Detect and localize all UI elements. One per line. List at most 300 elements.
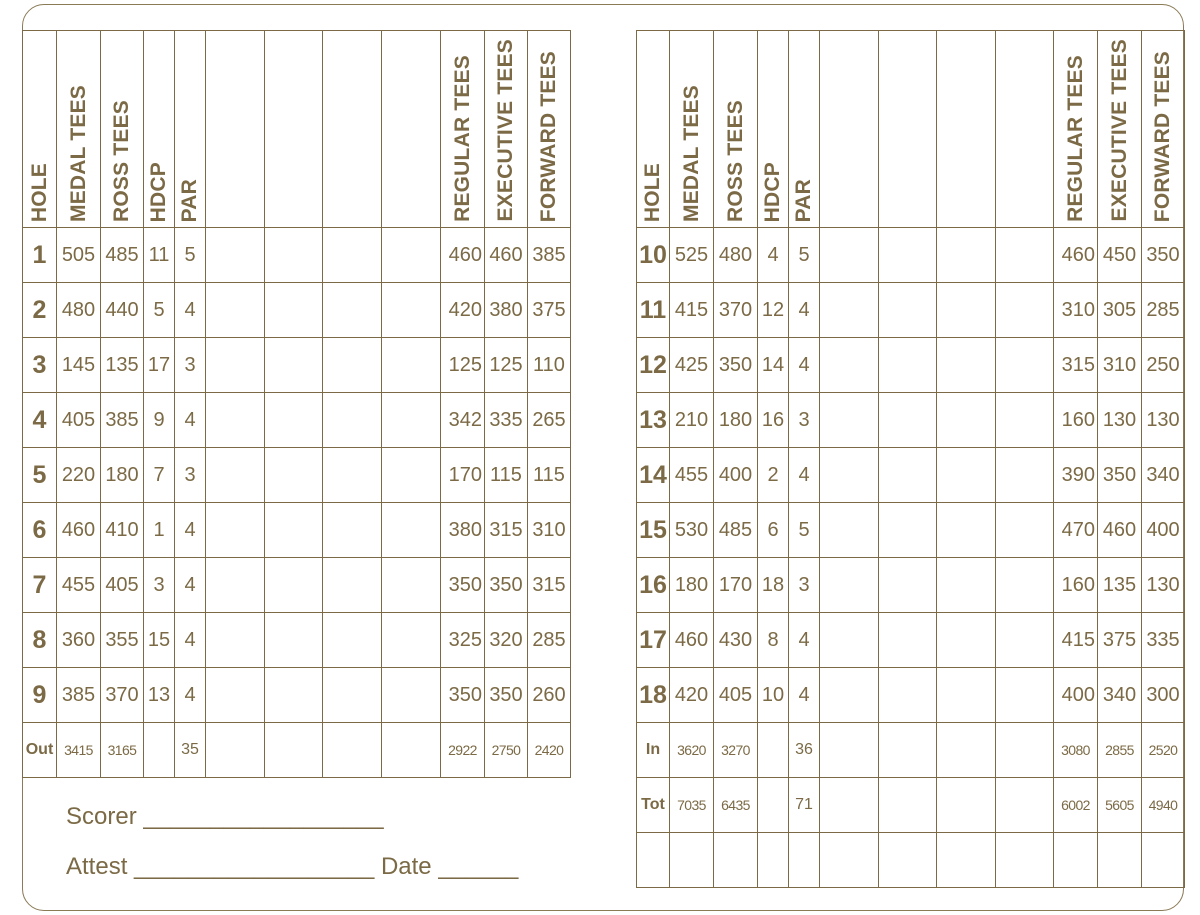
handicap: 10: [758, 668, 789, 723]
handicap: 18: [758, 558, 789, 613]
forward-yardage: 350: [1142, 228, 1185, 283]
forward-yardage: 2420: [528, 723, 571, 778]
executive-yardage: 310: [1098, 338, 1142, 393]
header-cell-regular: [441, 31, 485, 228]
hole-number: 8: [23, 613, 57, 668]
executive-yardage: 115: [485, 448, 528, 503]
blank-cell[interactable]: [789, 833, 820, 888]
ross-yardage: 485: [714, 503, 758, 558]
hole-number: 11: [637, 283, 670, 338]
header-label: MEDAL TEES: [679, 85, 703, 222]
par: 4: [175, 558, 206, 613]
header-cell-ross: [101, 31, 144, 228]
forward-yardage: 2520: [1142, 723, 1185, 778]
header-cell-hdcp: [144, 31, 175, 228]
score-cell[interactable]: [382, 393, 441, 448]
hole-row: [23, 613, 571, 668]
score-cell[interactable]: [937, 558, 996, 613]
score-cell[interactable]: [265, 283, 323, 338]
header-label: HDCP: [147, 161, 170, 222]
executive-yardage: 450: [1098, 228, 1142, 283]
score-cell[interactable]: [265, 613, 323, 668]
player-header-cell[interactable]: [937, 31, 996, 228]
score-cell[interactable]: [996, 778, 1054, 833]
executive-yardage: 375: [1098, 613, 1142, 668]
score-cell[interactable]: [206, 228, 265, 283]
hole-row: [23, 448, 571, 503]
hole-row: [637, 228, 1185, 283]
handicap: 3: [144, 558, 175, 613]
par: 4: [789, 448, 820, 503]
header-label: FORWARD TEES: [537, 50, 560, 222]
score-cell[interactable]: [820, 393, 879, 448]
regular-yardage: 160: [1054, 558, 1098, 613]
medal-yardage: 460: [670, 613, 714, 668]
medal-yardage: 405: [57, 393, 101, 448]
hole-row: [637, 558, 1185, 613]
score-cell[interactable]: [937, 338, 996, 393]
ross-yardage: 355: [101, 613, 144, 668]
score-cell[interactable]: [996, 503, 1054, 558]
handicap: [144, 723, 175, 778]
handicap: 13: [144, 668, 175, 723]
medal-yardage: 505: [57, 228, 101, 283]
blank-cell[interactable]: [1142, 833, 1185, 888]
total-row: [23, 723, 571, 778]
executive-yardage: 320: [485, 613, 528, 668]
executive-yardage: 135: [1098, 558, 1142, 613]
header-cell-par: [175, 31, 206, 228]
score-cell[interactable]: [206, 393, 265, 448]
hole-number: 16: [637, 558, 670, 613]
par: 4: [175, 393, 206, 448]
regular-yardage: 460: [1054, 228, 1098, 283]
executive-yardage: 460: [485, 228, 528, 283]
header-cell-executive: [485, 31, 528, 228]
score-cell[interactable]: [206, 338, 265, 393]
score-cell[interactable]: [382, 668, 441, 723]
hole-number: 7: [23, 558, 57, 613]
ross-yardage: 135: [101, 338, 144, 393]
medal-yardage: 360: [57, 613, 101, 668]
handicap: 16: [758, 393, 789, 448]
medal-yardage: 7035: [670, 778, 714, 833]
header-cell-medal: [670, 31, 714, 228]
total-row: [637, 723, 1185, 778]
medal-yardage: 220: [57, 448, 101, 503]
hole-row: [637, 613, 1185, 668]
medal-yardage: 3415: [57, 723, 101, 778]
score-cell[interactable]: [820, 503, 879, 558]
score-cell[interactable]: [382, 613, 441, 668]
ross-yardage: 3270: [714, 723, 758, 778]
score-cell[interactable]: [206, 668, 265, 723]
score-cell[interactable]: [323, 613, 382, 668]
score-cell[interactable]: [323, 393, 382, 448]
header-label: HOLE: [27, 162, 51, 222]
header-label: HOLE: [641, 162, 664, 222]
medal-yardage: 455: [670, 448, 714, 503]
blank-cell[interactable]: [1054, 833, 1098, 888]
score-cell[interactable]: [323, 503, 382, 558]
handicap: 12: [758, 283, 789, 338]
medal-yardage: 460: [57, 503, 101, 558]
hole-number: 9: [23, 668, 57, 723]
player-header-cell[interactable]: [382, 31, 441, 228]
score-cell[interactable]: [265, 338, 323, 393]
score-cell[interactable]: [996, 558, 1054, 613]
executive-yardage: 5605: [1098, 778, 1142, 833]
hole-number: 10: [637, 228, 670, 283]
regular-yardage: 460: [441, 228, 485, 283]
handicap: [758, 723, 789, 778]
score-cell[interactable]: [206, 283, 265, 338]
hole-row: [637, 283, 1185, 338]
par: 4: [789, 338, 820, 393]
score-cell[interactable]: [265, 723, 323, 778]
handicap: [758, 778, 789, 833]
score-cell[interactable]: [323, 448, 382, 503]
blank-cell[interactable]: [758, 833, 789, 888]
blank-cell[interactable]: [879, 833, 937, 888]
executive-yardage: 305: [1098, 283, 1142, 338]
blank-cell[interactable]: [637, 833, 670, 888]
medal-yardage: 525: [670, 228, 714, 283]
par: 5: [789, 228, 820, 283]
ross-yardage: 485: [101, 228, 144, 283]
header-row: [637, 31, 1185, 228]
par: 4: [789, 668, 820, 723]
forward-yardage: 4940: [1142, 778, 1185, 833]
forward-yardage: 130: [1142, 558, 1185, 613]
blank-cell[interactable]: [996, 833, 1054, 888]
medal-yardage: 385: [57, 668, 101, 723]
score-cell[interactable]: [937, 613, 996, 668]
score-cell[interactable]: [820, 448, 879, 503]
player-header-cell[interactable]: [265, 31, 323, 228]
executive-yardage: 340: [1098, 668, 1142, 723]
executive-yardage: 125: [485, 338, 528, 393]
handicap: 11: [144, 228, 175, 283]
score-cell[interactable]: [206, 503, 265, 558]
score-cell[interactable]: [820, 668, 879, 723]
regular-yardage: 470: [1054, 503, 1098, 558]
executive-yardage: 130: [1098, 393, 1142, 448]
score-cell[interactable]: [382, 228, 441, 283]
par: 71: [789, 778, 820, 833]
ross-yardage: 180: [101, 448, 144, 503]
medal-yardage: 180: [670, 558, 714, 613]
forward-yardage: 340: [1142, 448, 1185, 503]
par: 4: [175, 503, 206, 558]
hole-number: 2: [23, 283, 57, 338]
score-cell[interactable]: [206, 448, 265, 503]
hole-number: 13: [637, 393, 670, 448]
hole-number: 6: [23, 503, 57, 558]
forward-yardage: 115: [528, 448, 571, 503]
par: 4: [789, 613, 820, 668]
ross-yardage: 370: [101, 668, 144, 723]
header-label: ROSS TEES: [723, 100, 747, 222]
handicap: 17: [144, 338, 175, 393]
score-cell[interactable]: [879, 448, 937, 503]
player-header-cell[interactable]: [323, 31, 382, 228]
score-cell[interactable]: [265, 668, 323, 723]
header-label: MEDAL TEES: [66, 85, 90, 222]
score-cell[interactable]: [323, 723, 382, 778]
score-cell[interactable]: [323, 338, 382, 393]
hole-row: [637, 668, 1185, 723]
score-cell[interactable]: [820, 613, 879, 668]
executive-yardage: 315: [485, 503, 528, 558]
score-cell[interactable]: [879, 228, 937, 283]
regular-yardage: 415: [1054, 613, 1098, 668]
score-cell[interactable]: [820, 778, 879, 833]
medal-yardage: 145: [57, 338, 101, 393]
ross-yardage: 400: [714, 448, 758, 503]
hole-number: 18: [637, 668, 670, 723]
total-label: Tot: [637, 778, 670, 833]
hole-number: 3: [23, 338, 57, 393]
blank-cell[interactable]: [670, 833, 714, 888]
score-cell[interactable]: [323, 668, 382, 723]
par: 36: [789, 723, 820, 778]
header-label: ROSS TEES: [110, 100, 133, 222]
ross-yardage: 170: [714, 558, 758, 613]
player-header-cell[interactable]: [996, 31, 1054, 228]
hole-row: [637, 503, 1185, 558]
executive-yardage: 2855: [1098, 723, 1142, 778]
medal-yardage: 210: [670, 393, 714, 448]
score-cell[interactable]: [996, 613, 1054, 668]
scorer-line[interactable]: Scorer __________________: [66, 803, 384, 830]
score-cell[interactable]: [265, 558, 323, 613]
score-cell[interactable]: [820, 283, 879, 338]
hole-number: 15: [637, 503, 670, 558]
blank-row: [637, 833, 1185, 888]
par: 4: [175, 613, 206, 668]
forward-yardage: 250: [1142, 338, 1185, 393]
header-cell-ross: [714, 31, 758, 228]
score-cell[interactable]: [265, 503, 323, 558]
attest-date-line[interactable]: Attest __________________ Date ______: [66, 853, 519, 880]
par: 3: [789, 393, 820, 448]
score-cell[interactable]: [937, 503, 996, 558]
score-cell[interactable]: [937, 283, 996, 338]
blank-cell[interactable]: [937, 833, 996, 888]
executive-yardage: 350: [485, 668, 528, 723]
header-label: REGULAR TEES: [1063, 55, 1087, 222]
par: 3: [175, 338, 206, 393]
score-cell[interactable]: [382, 723, 441, 778]
header-cell-par: [789, 31, 820, 228]
hole-row: [23, 668, 571, 723]
score-cell[interactable]: [937, 448, 996, 503]
par: 35: [175, 723, 206, 778]
header-cell-hdcp: [758, 31, 789, 228]
header-label: HDCP: [761, 161, 784, 222]
player-header-cell[interactable]: [820, 31, 879, 228]
hole-number: 17: [637, 613, 670, 668]
score-cell[interactable]: [265, 393, 323, 448]
score-cell[interactable]: [996, 338, 1054, 393]
score-cell[interactable]: [879, 668, 937, 723]
forward-yardage: 300: [1142, 668, 1185, 723]
score-cell[interactable]: [265, 228, 323, 283]
score-cell[interactable]: [996, 723, 1054, 778]
header-label: EXECUTIVE TEES: [494, 39, 517, 222]
score-cell[interactable]: [323, 283, 382, 338]
score-cell[interactable]: [820, 338, 879, 393]
blank-cell[interactable]: [1098, 833, 1142, 888]
ross-yardage: 385: [101, 393, 144, 448]
forward-yardage: 130: [1142, 393, 1185, 448]
ross-yardage: 405: [101, 558, 144, 613]
medal-yardage: 415: [670, 283, 714, 338]
regular-yardage: 325: [441, 613, 485, 668]
ross-yardage: 6435: [714, 778, 758, 833]
regular-yardage: 400: [1054, 668, 1098, 723]
score-cell[interactable]: [323, 228, 382, 283]
score-cell[interactable]: [996, 448, 1054, 503]
player-header-cell[interactable]: [206, 31, 265, 228]
executive-yardage: 350: [485, 558, 528, 613]
score-cell[interactable]: [937, 393, 996, 448]
hole-row: [637, 448, 1185, 503]
score-cell[interactable]: [206, 613, 265, 668]
score-cell[interactable]: [879, 338, 937, 393]
header-cell-forward: [528, 31, 571, 228]
header-label: FORWARD TEES: [1151, 50, 1174, 222]
hole-number: 12: [637, 338, 670, 393]
hole-row: [637, 338, 1185, 393]
score-cell[interactable]: [323, 558, 382, 613]
regular-yardage: 350: [441, 668, 485, 723]
ross-yardage: 405: [714, 668, 758, 723]
score-cell[interactable]: [382, 283, 441, 338]
header-cell-hole: [23, 31, 57, 228]
par: 4: [175, 283, 206, 338]
forward-yardage: 260: [528, 668, 571, 723]
score-cell[interactable]: [937, 668, 996, 723]
medal-yardage: 455: [57, 558, 101, 613]
regular-yardage: 350: [441, 558, 485, 613]
executive-yardage: 2750: [485, 723, 528, 778]
blank-cell[interactable]: [820, 833, 879, 888]
handicap: 15: [144, 613, 175, 668]
score-cell[interactable]: [382, 558, 441, 613]
regular-yardage: 3080: [1054, 723, 1098, 778]
regular-yardage: 380: [441, 503, 485, 558]
forward-yardage: 285: [528, 613, 571, 668]
score-cell[interactable]: [265, 448, 323, 503]
hole-row: [637, 393, 1185, 448]
player-header-cell[interactable]: [879, 31, 937, 228]
medal-yardage: 480: [57, 283, 101, 338]
forward-yardage: 385: [528, 228, 571, 283]
hole-row: [23, 503, 571, 558]
forward-yardage: 265: [528, 393, 571, 448]
executive-yardage: 350: [1098, 448, 1142, 503]
handicap: 5: [144, 283, 175, 338]
ross-yardage: 370: [714, 283, 758, 338]
handicap: 4: [758, 228, 789, 283]
hole-row: [23, 338, 571, 393]
blank-cell[interactable]: [714, 833, 758, 888]
regular-yardage: 310: [1054, 283, 1098, 338]
hole-number: 1: [23, 228, 57, 283]
forward-yardage: 310: [528, 503, 571, 558]
score-cell[interactable]: [937, 723, 996, 778]
score-cell[interactable]: [382, 338, 441, 393]
forward-yardage: 375: [528, 283, 571, 338]
score-cell[interactable]: [937, 228, 996, 283]
hole-row: [23, 283, 571, 338]
score-cell[interactable]: [879, 558, 937, 613]
score-cell[interactable]: [820, 228, 879, 283]
score-cell[interactable]: [996, 668, 1054, 723]
par: 4: [789, 283, 820, 338]
medal-yardage: 425: [670, 338, 714, 393]
score-cell[interactable]: [879, 778, 937, 833]
score-cell[interactable]: [996, 283, 1054, 338]
score-cell[interactable]: [879, 613, 937, 668]
forward-yardage: 315: [528, 558, 571, 613]
medal-yardage: 420: [670, 668, 714, 723]
header-label: EXECUTIVE TEES: [1107, 39, 1131, 222]
hole-number: 5: [23, 448, 57, 503]
score-cell[interactable]: [879, 283, 937, 338]
handicap: 1: [144, 503, 175, 558]
hole-row: [23, 228, 571, 283]
score-cell[interactable]: [820, 558, 879, 613]
score-cell[interactable]: [206, 723, 265, 778]
handicap: 14: [758, 338, 789, 393]
score-cell[interactable]: [382, 503, 441, 558]
regular-yardage: 420: [441, 283, 485, 338]
score-cell[interactable]: [879, 503, 937, 558]
handicap: 2: [758, 448, 789, 503]
score-cell[interactable]: [996, 228, 1054, 283]
total-label: Out: [23, 723, 57, 778]
regular-yardage: 160: [1054, 393, 1098, 448]
score-cell[interactable]: [382, 448, 441, 503]
par: 3: [175, 448, 206, 503]
header-cell-regular: [1054, 31, 1098, 228]
score-cell[interactable]: [879, 723, 937, 778]
forward-yardage: 110: [528, 338, 571, 393]
par: 4: [175, 668, 206, 723]
score-cell[interactable]: [820, 723, 879, 778]
regular-yardage: 2922: [441, 723, 485, 778]
handicap: 7: [144, 448, 175, 503]
handicap: 8: [758, 613, 789, 668]
ross-yardage: 440: [101, 283, 144, 338]
score-cell[interactable]: [879, 393, 937, 448]
header-label: PAR: [792, 178, 815, 222]
header-label: PAR: [178, 178, 201, 222]
total-row: [637, 778, 1185, 833]
executive-yardage: 380: [485, 283, 528, 338]
score-cell[interactable]: [206, 558, 265, 613]
regular-yardage: 342: [441, 393, 485, 448]
score-cell[interactable]: [996, 393, 1054, 448]
hole-number: 4: [23, 393, 57, 448]
par: 5: [789, 503, 820, 558]
header-cell-hole: [637, 31, 670, 228]
score-cell[interactable]: [937, 778, 996, 833]
executive-yardage: 335: [485, 393, 528, 448]
